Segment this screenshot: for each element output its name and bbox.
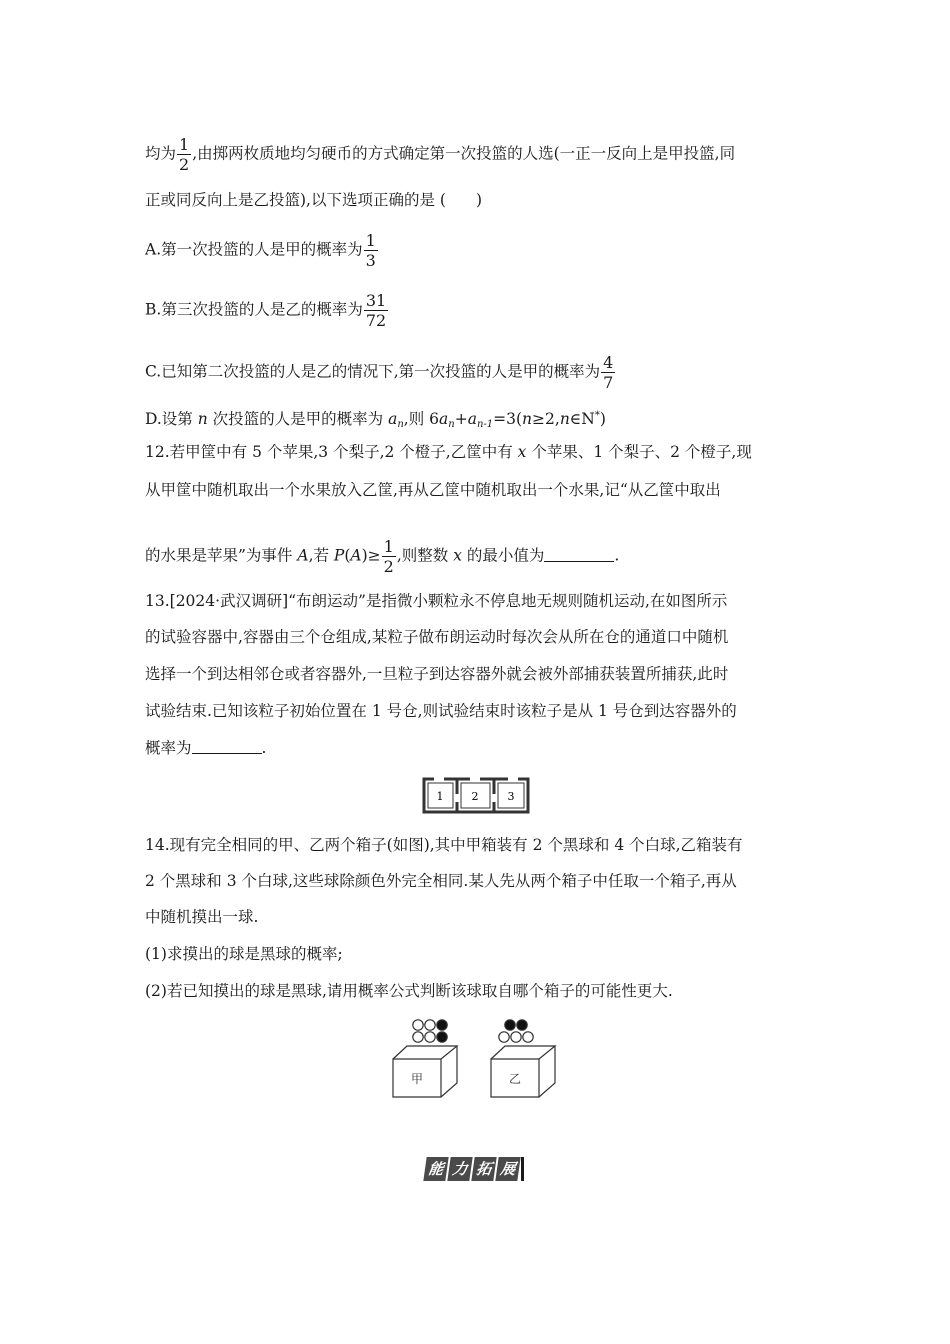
option-text: D.设第 [145, 410, 198, 428]
q11-text: 正或同反向上是乙投篮),以下选项正确的是 ( [145, 191, 446, 209]
math-var: A [350, 546, 362, 565]
math-subscript: n [448, 419, 455, 430]
q14-text: (1)求摸出的球是黑球的概率; [145, 945, 343, 963]
white-ball [413, 1020, 423, 1030]
q12-text: 个苹果、1 个梨子、2 个橙子,现 [526, 443, 752, 461]
q11-text: ) [475, 191, 483, 209]
q13-text: 试验结束.已知该粒子初始位置在 1 号仓,则试验结束时该粒子是从 1 号仓到达容器外的 [145, 702, 737, 720]
option-text: ) [599, 410, 606, 428]
fraction [364, 231, 378, 270]
fraction-denominator: 3 [365, 251, 376, 270]
white-ball [425, 1020, 435, 1030]
box-jia-label: 甲 [410, 1072, 424, 1086]
q11-option-c [145, 353, 805, 392]
q14-line-3 [145, 906, 805, 928]
q13-text: 的试验容器中,容器由三个仓组成,某粒子做布朗运动时每次会从所在仓的通道口中随机 [145, 628, 729, 646]
box-jia-side [441, 1046, 457, 1097]
fraction-numerator: 1 [383, 537, 394, 556]
black-ball [517, 1020, 527, 1030]
fraction-denominator: 7 [603, 373, 614, 392]
q12-text: 从甲筐中随机取出一个水果放入乙筐,再从乙筐中随机取出一个水果,记“从乙筐中取出 [145, 481, 721, 499]
q12-line-3 [145, 537, 805, 576]
q13-line-5 [145, 737, 805, 759]
black-ball [437, 1032, 447, 1042]
q12-text: )≥ [361, 546, 381, 565]
chamber-label-1: 1 [436, 790, 444, 803]
banner-char: 能 [423, 1157, 448, 1181]
q14-line-1 [145, 834, 805, 856]
option-text: 次投篮的人是甲的概率为 [207, 410, 389, 428]
two-boxes-figure [385, 1015, 565, 1105]
math-var: n [522, 410, 533, 428]
white-ball [499, 1032, 509, 1042]
banner-end-bar [521, 1157, 524, 1181]
q12-line-1 [145, 441, 805, 463]
fraction [601, 353, 615, 392]
option-text: ,则 6 [403, 410, 439, 428]
q11-option-d [145, 405, 805, 436]
white-ball [523, 1032, 533, 1042]
q13-line-2 [145, 626, 805, 648]
math-var: n [559, 410, 570, 428]
option-text: ∈N [569, 410, 595, 428]
q11-option-a [145, 231, 805, 270]
fraction-denominator: 72 [365, 311, 387, 330]
chamber-label-3: 3 [507, 790, 515, 803]
chamber-label-2: 2 [471, 790, 479, 803]
q13-text: 概率为 [145, 739, 192, 757]
option-text: A.第一次投篮的人是甲的概率为 [145, 240, 363, 259]
q11-text: ,由掷两枚质地均匀硬币的方式确定第一次投篮的人选(一正一反向上是甲投篮,同 [192, 144, 736, 163]
q12-text: ,则整数 [396, 546, 454, 565]
option-text: + [454, 410, 468, 428]
math-var: P [333, 546, 345, 565]
q11-line-1 [145, 135, 805, 174]
fraction [382, 537, 396, 576]
option-text: ≥2, [532, 410, 560, 428]
option-text: C.已知第二次投篮的人是乙的情况下,第一次投篮的人是甲的概率为 [145, 362, 601, 381]
math-var: a [467, 410, 477, 428]
math-subscript: n-1 [476, 419, 494, 430]
box-yi-side [539, 1046, 555, 1097]
q14-text: (2)若已知摸出的球是黑球,请用概率公式判断该球取自哪个箱子的可能性更大. [145, 982, 673, 1000]
section-banner [425, 1157, 524, 1181]
fraction-numerator: 31 [365, 291, 387, 310]
q13-line-3 [145, 663, 805, 685]
math-var: x [517, 443, 527, 461]
q12-line-2 [145, 479, 805, 501]
math-subscript: n [397, 419, 404, 430]
fraction-numerator: 1 [179, 135, 190, 154]
q14-text: 14.现有完全相同的甲、乙两个箱子(如图),其中甲箱装有 2 个黑球和 4 个白球,乙箱装有 [145, 836, 743, 854]
math-var: a [388, 410, 398, 428]
answer-blank[interactable] [192, 739, 262, 754]
banner-char: 拓 [471, 1157, 496, 1181]
math-superscript: * [594, 410, 600, 421]
q13-line-1 [145, 590, 805, 612]
q14-text: 中随机摸出一球. [145, 908, 259, 926]
banner-char: 展 [495, 1157, 520, 1181]
box-yi-top [491, 1046, 555, 1059]
white-ball [511, 1032, 521, 1042]
math-var: a [439, 410, 449, 428]
fraction-denominator: 2 [179, 155, 190, 174]
fraction-numerator: 1 [365, 231, 376, 250]
q12-text: 的最小值为 [461, 546, 545, 565]
box-yi-label: 乙 [508, 1072, 522, 1086]
math-var: x [453, 546, 462, 565]
fraction [364, 291, 388, 330]
q14-line-2 [145, 870, 805, 892]
black-ball [437, 1020, 447, 1030]
q14-text: 2 个黑球和 3 个白球,这些球除颜色外完全相同.某人先从两个箱子中任取一个箱子,再从 [145, 872, 737, 890]
option-text: B.第三次投篮的人是乙的概率为 [145, 300, 363, 319]
q12-text: . [614, 546, 620, 565]
q12-text: 的水果是苹果”为事件 [145, 546, 298, 565]
math-var: A [297, 546, 309, 565]
black-ball [505, 1020, 515, 1030]
q14-line-5 [145, 980, 805, 1002]
option-text: =3( [493, 410, 523, 428]
brownian-container-figure [420, 774, 532, 816]
q14-line-4 [145, 943, 805, 965]
white-ball [413, 1032, 423, 1042]
white-ball [425, 1032, 435, 1042]
q12-text: ( [344, 546, 351, 565]
q13-line-4 [145, 700, 805, 722]
answer-blank[interactable] [544, 547, 614, 562]
q13-text: 选择一个到达相邻仓或者容器外,一旦粒子到达容器外就会被外部捕获装置所捕获,此时 [145, 665, 729, 683]
banner-char: 力 [447, 1157, 472, 1181]
box-jia-top [393, 1046, 457, 1059]
q11-text: 均为 [145, 144, 177, 163]
q11-option-b [145, 291, 805, 330]
math-var: n [197, 410, 208, 428]
q12-text: 12.若甲筐中有 5 个苹果,3 个梨子,2 个橙子,乙筐中有 [145, 443, 518, 461]
fraction-numerator: 4 [603, 353, 614, 372]
fraction-denominator: 2 [383, 557, 394, 576]
fraction-half [177, 135, 191, 174]
q13-text: 13.[2024·武汉调研]“布朗运动”是指微小颗粒永不停息地无规则随机运动,在如图所示 [145, 592, 728, 610]
q11-line-2 [145, 189, 805, 211]
q12-text: ,若 [308, 546, 334, 565]
q13-text: . [261, 739, 267, 757]
